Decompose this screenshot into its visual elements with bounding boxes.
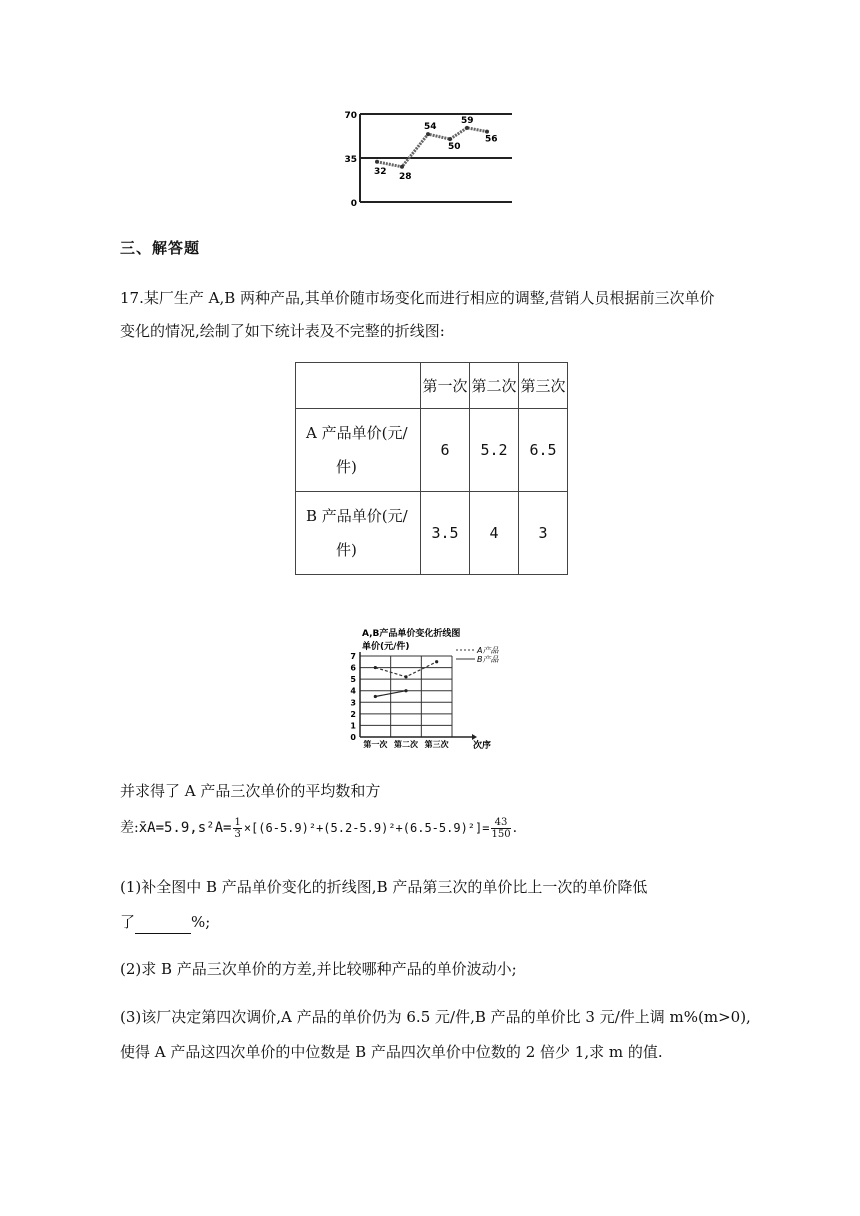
data-label: 54 <box>424 122 437 133</box>
legend-b-label: B产品 <box>477 655 499 664</box>
data-point <box>375 160 379 164</box>
table-cell: 6 <box>421 409 470 492</box>
table-header-row <box>296 363 568 409</box>
frac-num: 43 <box>491 817 510 829</box>
row-label-line: 件) <box>336 541 357 559</box>
row-label-line: A 产品单价(元/ <box>306 424 408 442</box>
series-a-point <box>404 675 407 678</box>
after-line2-end: . <box>512 820 518 836</box>
q17-intro-line1: 17.某厂生产 A,B 两种产品,其单价随市场变化而进行相应的调整,营销人员根据前三次单价 <box>120 289 715 307</box>
variance-expr: ×[(6-5.9)²+(5.2-5.9)²+(6.5-5.9)²]= <box>243 821 490 835</box>
y-tick-label: 4 <box>350 686 356 696</box>
part1-prefix: 了 <box>120 913 136 931</box>
series-a-point <box>374 666 377 669</box>
row-label-line: 件) <box>336 458 357 476</box>
section-title: 三、解答题 <box>120 239 201 257</box>
data-label: 59 <box>461 115 474 126</box>
legend-a-label: A产品 <box>477 646 499 655</box>
y-tick-label: 70 <box>344 111 357 121</box>
y-tick-label: 3 <box>350 698 356 708</box>
data-label: 56 <box>485 134 498 145</box>
part3-line1: (3)该厂决定第四次调价,A 产品的单价仍为 6.5 元/件,B 产品的单价比 3 元/件上调 m%(m>0), <box>120 1008 751 1026</box>
table-cell: 3 <box>519 492 568 575</box>
part2: (2)求 B 产品三次单价的方差,并比较哪种产品的单价波动小; <box>120 960 517 978</box>
q17-after-line1: 并求得了 A 产品三次单价的平均数和方 <box>120 782 381 800</box>
row-label-line: B 产品单价(元/ <box>306 507 408 525</box>
fraction-43-150 <box>491 817 510 840</box>
data-label: 32 <box>374 166 387 177</box>
data-point <box>465 126 469 130</box>
price-table <box>295 362 568 575</box>
part3-line2: 使得 A 产品这四次单价的中位数是 B 产品四次单价中位数的 2 倍少 1,求 m 的值. <box>120 1043 663 1061</box>
series-a-line <box>375 662 436 677</box>
q17-intro-line2: 变化的情况,绘制了如下统计表及不完整的折线图: <box>120 322 445 340</box>
x-axis-arrow <box>472 734 477 740</box>
table-cell: 6.5 <box>519 409 568 492</box>
y-tick-label: 0 <box>350 733 356 742</box>
data-label: 50 <box>448 142 461 153</box>
table-cell: 4 <box>470 492 519 575</box>
variance-text: s²A= <box>197 820 232 836</box>
q17-after-line2 <box>120 816 517 840</box>
chart-xlabel: 次序 <box>473 741 492 751</box>
table-header-cell: 第三次 <box>519 363 568 409</box>
top-line-chart <box>340 104 520 214</box>
part1-line2 <box>120 910 210 934</box>
y-tick-label: 0 <box>350 199 357 209</box>
price-line-chart <box>340 626 510 752</box>
table-row-label <box>296 409 421 492</box>
table-cell: 3.5 <box>421 492 470 575</box>
table-row-label <box>296 492 421 575</box>
frac-num: 1 <box>234 816 241 828</box>
table-header-cell: 第一次 <box>421 363 470 409</box>
table-row <box>296 409 568 492</box>
frac-den: 150 <box>491 828 511 840</box>
y-tick-label: 6 <box>350 663 356 673</box>
y-tick-label: 7 <box>350 652 356 661</box>
series-b-point <box>404 689 407 692</box>
data-point <box>485 130 489 134</box>
table-cell: 5.2 <box>470 409 519 492</box>
after-line2-prefix: 差: <box>120 820 139 836</box>
x-tick-label: 第二次 <box>394 740 418 749</box>
table-header-cell: 第二次 <box>470 363 519 409</box>
y-tick-label: 2 <box>350 709 356 719</box>
series-line <box>377 128 487 167</box>
series-a-point <box>435 660 438 663</box>
fraction-one-third <box>233 817 241 840</box>
y-tick-label: 5 <box>350 675 356 685</box>
y-tick-label: 1 <box>350 721 356 731</box>
part1-line1: (1)补全图中 B 产品单价变化的折线图,B 产品第三次的单价比上一次的单价降低 <box>120 878 648 896</box>
chart-ylabel: 单价(元/件) <box>362 642 410 652</box>
table-corner-cell <box>296 363 421 409</box>
x-tick-label: 第三次 <box>424 740 449 749</box>
table-row <box>296 492 568 575</box>
mean-text: x̄A=5.9, <box>138 820 198 836</box>
data-point <box>400 165 404 169</box>
data-point <box>448 137 452 141</box>
data-label: 28 <box>399 171 412 182</box>
frac-den: 3 <box>234 828 241 840</box>
answer-blank[interactable] <box>135 917 191 934</box>
x-tick-label: 第一次 <box>363 740 388 749</box>
y-tick-label: 35 <box>344 155 357 165</box>
part1-suffix: %; <box>191 913 211 931</box>
chart-title: A,B产品单价变化折线图 <box>362 629 461 639</box>
data-point <box>426 132 430 136</box>
